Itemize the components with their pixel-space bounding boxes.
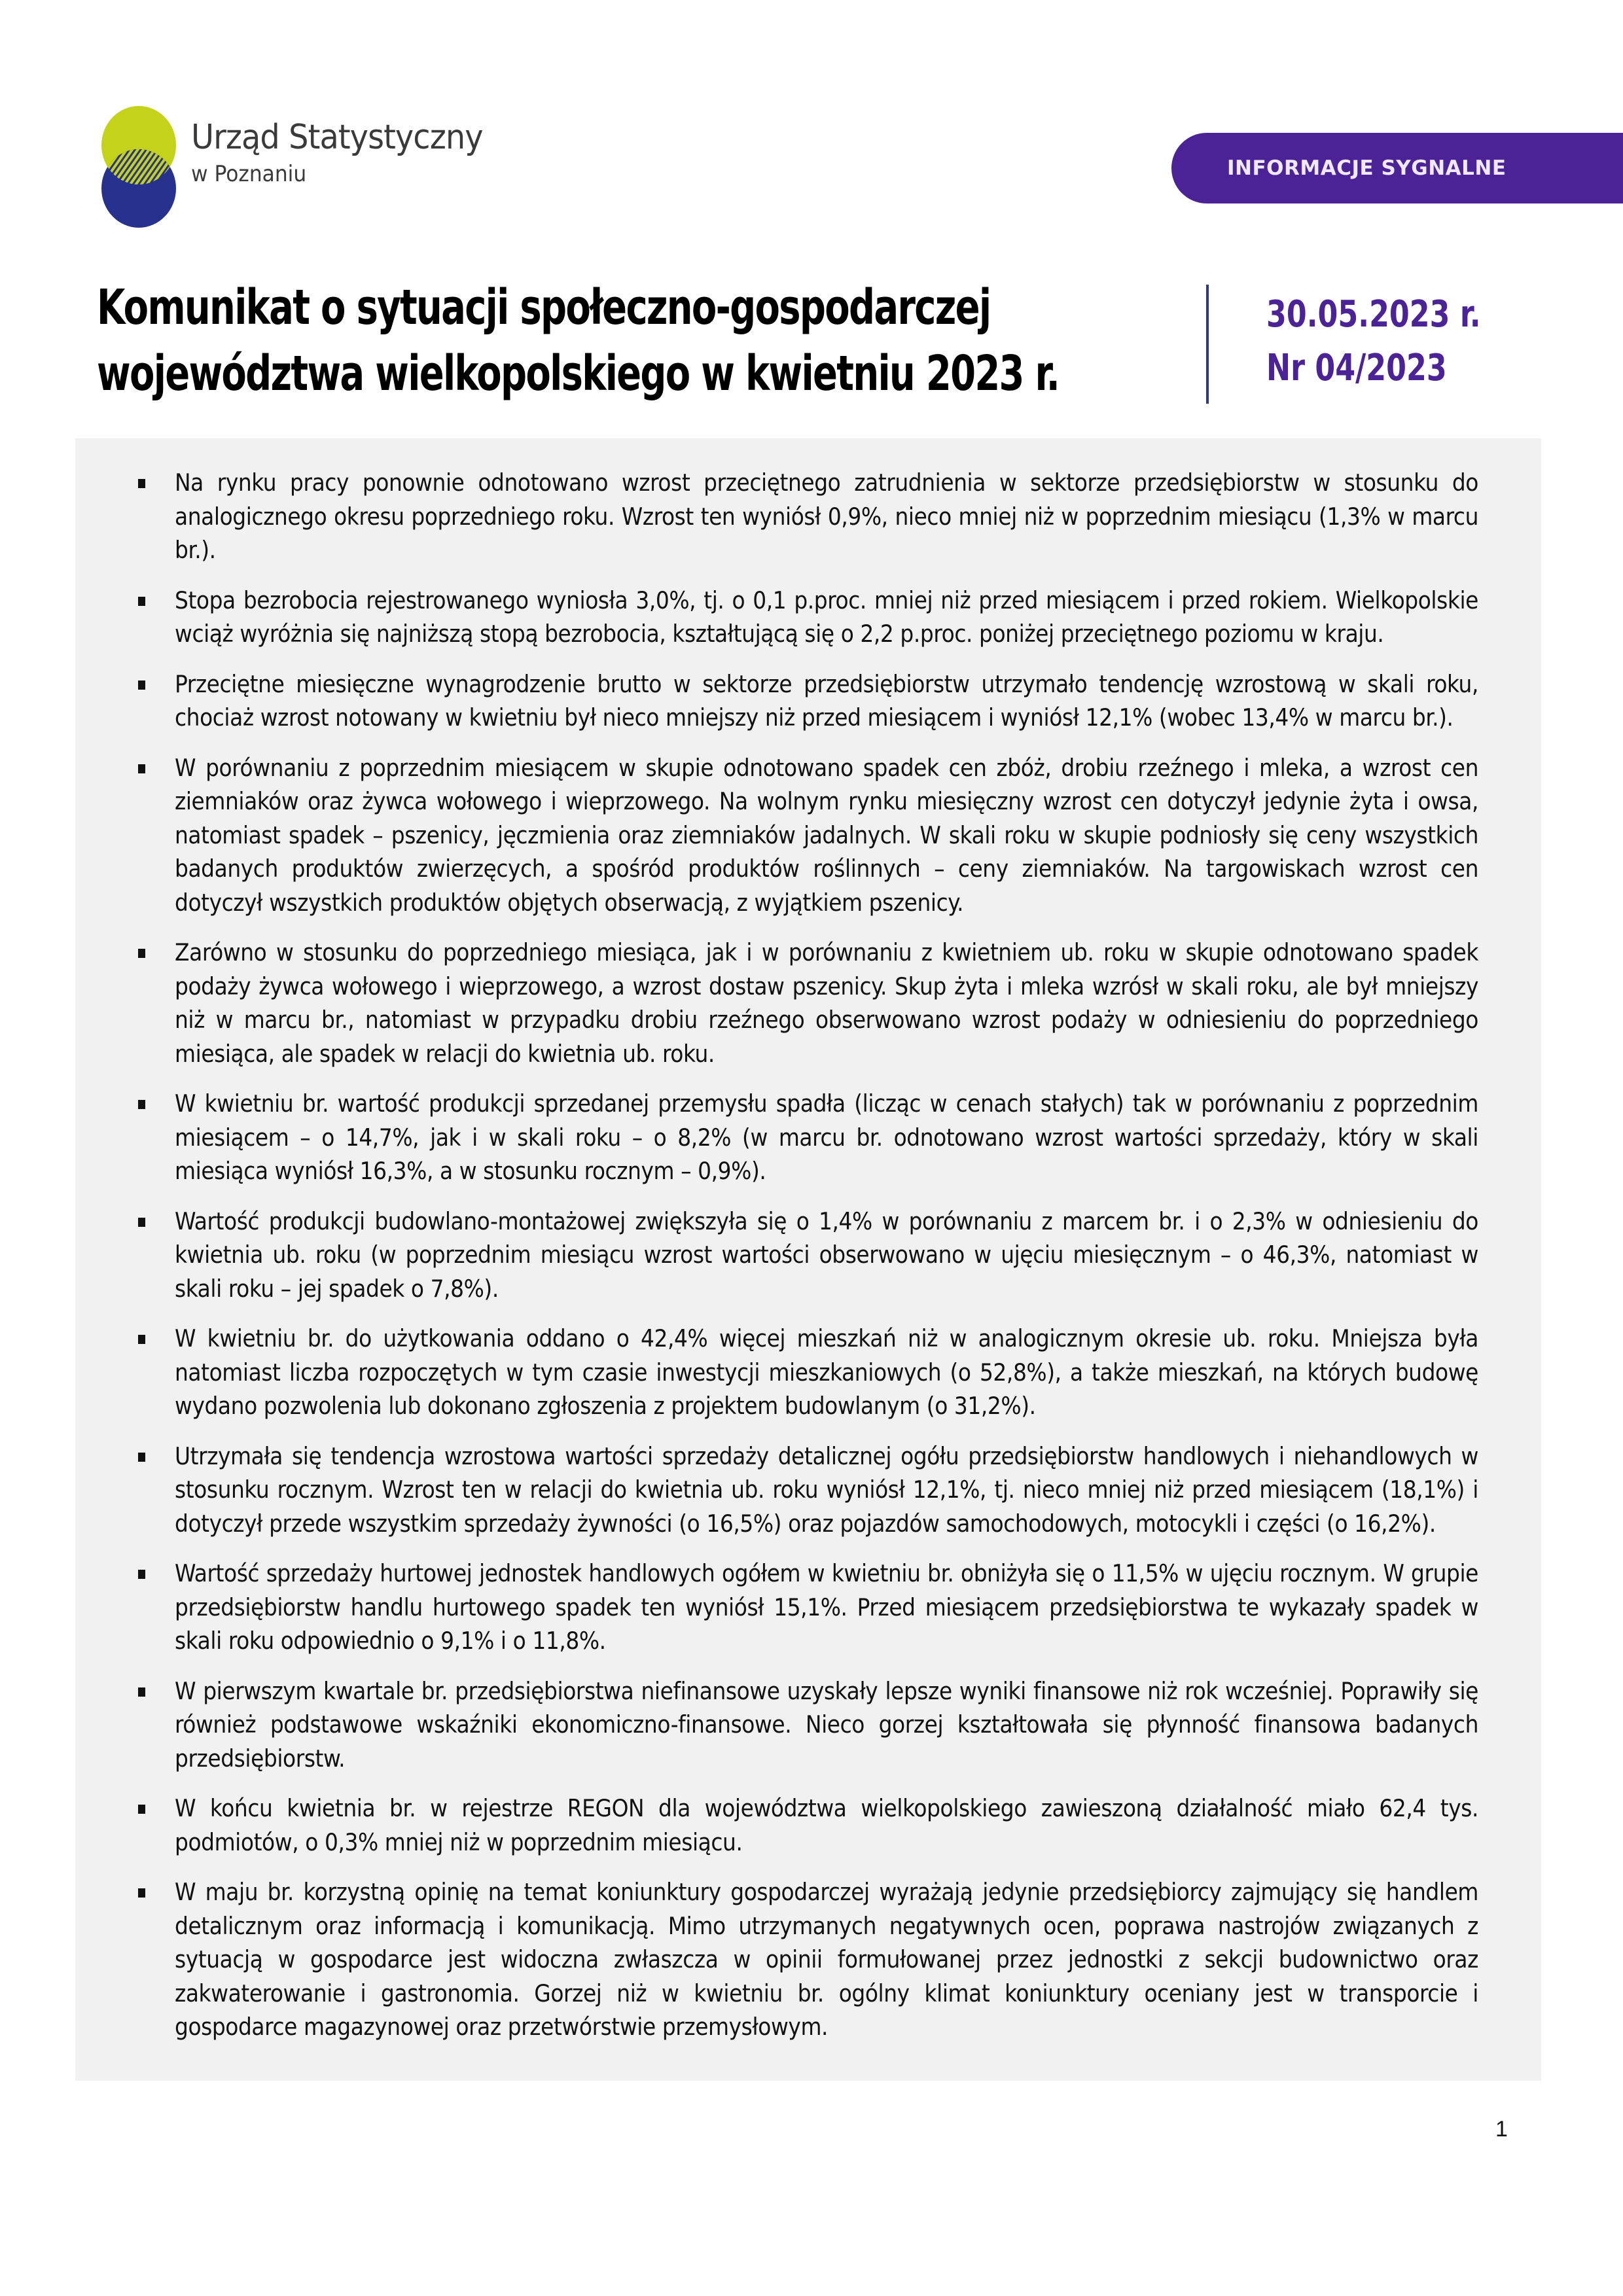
square-bullet-icon bbox=[138, 1805, 145, 1814]
list-item bbox=[75, 1322, 1541, 1423]
title-line-1: Komunikat o sytuacji społeczno-gospodarczej bbox=[97, 279, 991, 336]
logo-name: Urząd Statystyczny bbox=[191, 118, 483, 157]
list-item bbox=[75, 584, 1541, 651]
square-bullet-icon bbox=[138, 1335, 145, 1344]
summary-list bbox=[75, 466, 1541, 2060]
bullet-text: Zarówno w stosunku do poprzedniego miesiąca, jak i w porównaniu z kwietniem ub. roku w skupie odnotowano spadek podaży żywca wołowego i wieprzowego, a wzrost dostaw pszenicy. Skup żyta i mleka wzrósł w skali roku, ale był mniejszy niż w marcu br., natomiast w przypadku drobiu rzeźnego obserwowano wzrost podaży w odniesieniu do poprzedniego miesiąca, ale spadek w relacji do kwietnia ub. roku. bbox=[175, 938, 1478, 1068]
bullet-text: Przeciętne miesięczne wynagrodzenie brutto w sektorze przedsiębiorstw utrzymało tendencję wzrostową w skali roku, chociaż wzrost notowany w kwietniu był nieco mniejszy niż przed miesiącem i wyniósł 12,1% (wobec 13,4% w marcu br.). bbox=[175, 669, 1478, 732]
square-bullet-icon bbox=[138, 1687, 145, 1697]
list-item bbox=[75, 466, 1541, 567]
square-bullet-icon bbox=[138, 597, 145, 606]
list-item bbox=[75, 1087, 1541, 1188]
square-bullet-icon bbox=[138, 680, 145, 690]
list-item bbox=[75, 1875, 1541, 2044]
bullet-text: W maju br. korzystną opinię na temat koniunktury gospodarczej wyrażają jedynie przedsiębiorcy zajmujący się handlem detalicznym oraz informacją i komunikacją. Mimo utrzymanych negatywnych ocen, poprawa nastrojów związanych z sytuacją w gospodarce jest widoczna zwłaszcza w opinii formułowanej przez jednostki z sekcji budownictwo oraz zakwaterowanie i gastronomia. Gorzej niż w kwietniu br. ogólny klimat koniunktury oceniany jest w transporcie i gospodarce magazynowej oraz przetwórstwie przemysłowym. bbox=[175, 1878, 1478, 2041]
bullet-text: W końcu kwietnia br. w rejestrze REGON dla województwa wielkopolskiego zawieszoną działalność miało 62,4 tys. podmiotów, o 0,3% mniej niż w poprzednim miesiącu. bbox=[175, 1794, 1478, 1856]
square-bullet-icon bbox=[138, 479, 145, 488]
issue-number: Nr 04/2023 bbox=[1266, 347, 1447, 389]
square-bullet-icon bbox=[138, 1570, 145, 1579]
bullet-text: W pierwszym kwartale br. przedsiębiorstwa niefinansowe uzyskały lepsze wyniki finansowe niż rok wcześniej. Poprawiły się również podstawowe wskaźniki ekonomiczno-finansowe. Nieco gorzej kształtowała się płynność finansowa badanych przedsiębiorstw. bbox=[175, 1676, 1478, 1773]
page-number: 1 bbox=[1495, 2117, 1508, 2142]
bullet-text: W porównaniu z poprzednim miesiącem w skupie odnotowano spadek cen zbóż, drobiu rzeźnego i mleka, a wzrost cen ziemniaków oraz żywca wołowego i wieprzowego. Na wolnym rynku miesięczny wzrost cen dotyczył jedynie żyta i owsa, natomiast spadek – pszenicy, jęczmienia oraz ziemniaków jadalnych. W skali roku w skupie podniosły się ceny wszystkich badanych produktów zwierzęcych, a spośród produktów roślinnych – ceny ziemniaków. Na targowiskach wzrost cen dotyczył wszystkich produktów objętych obserwacją, z wyjątkiem pszenicy. bbox=[175, 753, 1478, 917]
bullet-text: Wartość sprzedaży hurtowej jednostek handlowych ogółem w kwietniu br. obniżyła się o 11,5% w ujęciu rocznym. W grupie przedsiębiorstw handlu hurtowego spadek ten wyniósł 15,1%. Przed miesiącem przedsiębiorstwa te wykazały spadek w skali roku odpowiednio o 9,1% i o 11,8%. bbox=[175, 1559, 1478, 1655]
institution-logo bbox=[98, 105, 491, 229]
publication-meta bbox=[1266, 288, 1510, 395]
bullet-text: Wartość produkcji budowlano-montażowej zwiększyła się o 1,4% w porównaniu z marcem br. i o 2,3% w odniesieniu do kwietnia ub. roku (w poprzednim miesiącu wzrost wartości obserwowano w ujęciu miesięcznym – o 46,3%, natomiast w skali roku – jej spadek o 7,8%). bbox=[175, 1207, 1478, 1303]
square-bullet-icon bbox=[138, 949, 145, 958]
banner-label: INFORMACJE SYGNALNE bbox=[1227, 156, 1507, 180]
list-item bbox=[75, 936, 1541, 1070]
page-title bbox=[97, 275, 1157, 407]
square-bullet-icon bbox=[138, 1888, 145, 1898]
list-item bbox=[75, 1205, 1541, 1306]
summary-box bbox=[75, 438, 1541, 2081]
logo-circles-icon bbox=[98, 105, 183, 229]
logo-text bbox=[191, 118, 508, 187]
list-item bbox=[75, 751, 1541, 920]
logo-subname: w Poznaniu bbox=[191, 161, 307, 187]
title-line-2: województwa wielkopolskiego w kwietniu 2023 r. bbox=[97, 345, 1060, 402]
list-item bbox=[75, 1439, 1541, 1541]
header-divider bbox=[1206, 285, 1209, 404]
square-bullet-icon bbox=[138, 1453, 145, 1462]
bullet-text: Na rynku pracy ponownie odnotowano wzrost przeciętnego zatrudnienia w sektorze przedsiębiorstw w stosunku do analogicznego okresu poprzedniego roku. Wzrost ten wyniósł 0,9%, nieco mniej niż w poprzednim miesiącu (1,3% w marcu br.). bbox=[175, 468, 1478, 564]
square-bullet-icon bbox=[138, 764, 145, 773]
bullet-text: W kwietniu br. do użytkowania oddano o 42,4% więcej mieszkań niż w analogicznym okresie ub. roku. Mniejsza była natomiast liczba rozpoczętych w tym czasie inwestycji mieszkaniowych (o 52,8%), a także mieszkań, na których budowę wydano pozwolenia lub dokonano zgłoszenia z projektem budowlanym (o 31,2%). bbox=[175, 1324, 1478, 1420]
bullet-text: W kwietniu br. wartość produkcji sprzedanej przemysłu spadła (licząc w cenach stałych) tak w porównaniu z poprzednim miesiącem – o 14,7%, jak i w skali roku – o 8,2% (w marcu br. odnotowano wzrost wartości sprzedaży, który w skali miesiąca wyniósł 16,3%, a w stosunku rocznym – 0,9%). bbox=[175, 1089, 1478, 1185]
list-item bbox=[75, 1557, 1541, 1658]
square-bullet-icon bbox=[138, 1100, 145, 1109]
publication-date: 30.05.2023 r. bbox=[1266, 293, 1481, 336]
bullet-text: Stopa bezrobocia rejestrowanego wyniosła 3,0%, tj. o 0,1 p.proc. mniej niż przed miesiącem i przed rokiem. Wielkopolskie wciąż wyróżnia się najniższą stopą bezrobocia, kształtującą się o 2,2 p.proc. poniżej przeciętnego poziomu w kraju. bbox=[175, 586, 1478, 648]
list-item bbox=[75, 667, 1541, 735]
list-item bbox=[75, 1792, 1541, 1859]
list-item bbox=[75, 1674, 1541, 1776]
bullet-text: Utrzymała się tendencja wzrostowa wartości sprzedaży detalicznej ogółu przedsiębiorstw handlowych i niehandlowych w stosunku rocznym. Wzrost ten w relacji do kwietnia ub. roku wyniósł 12,1%, tj. nieco mniej niż przed miesiącem (18,1%) i dotyczył przede wszystkim sprzedaży żywności (o 16,5%) oraz pojazdów samochodowych, motocykli i części (o 16,2%). bbox=[175, 1441, 1478, 1538]
square-bullet-icon bbox=[138, 1218, 145, 1227]
info-banner bbox=[1171, 133, 1623, 203]
